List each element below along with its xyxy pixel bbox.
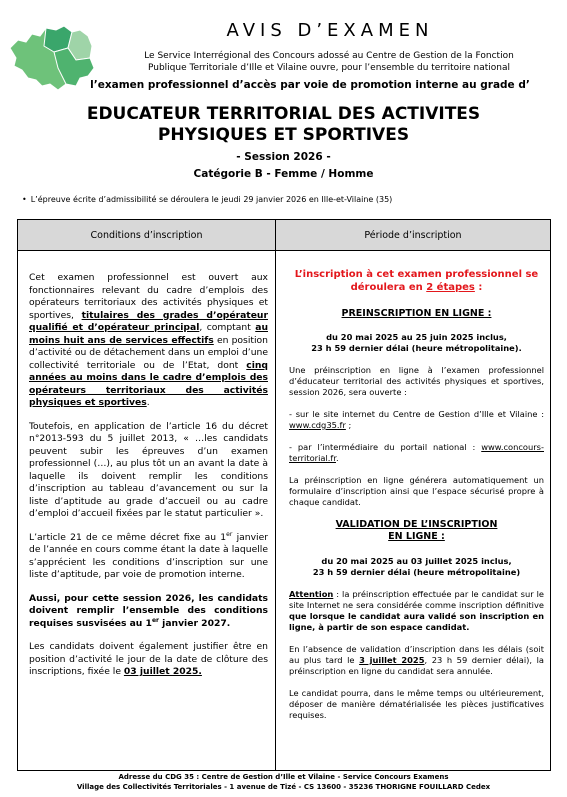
intro-line-1: Le Service Interrégional des Concours adossé au Centre de Gestion de la Fonction — [144, 51, 514, 61]
bullet-icon: • — [22, 195, 27, 204]
footer-line-2: Village des Collectivités Territoriales - 1 avenue de Tizé - CS 13600 - 35236 THORIGNE FOUILLARD Cedex — [76, 783, 491, 791]
exam-line: l’examen professionnel d’accès par voie de promotion interne au grade d’ — [90, 79, 530, 91]
conditions-paragraph-4: Aussi, pour cette session 2026, les candidats doivent remplir l’ensemble des conditions requises susvisées au 1er janvier 2027. — [29, 592, 268, 629]
footer-line-1: Adresse du CDG 35 : Centre de Gestion d’Ille et Vilaine - Service Concours Examens — [118, 773, 449, 781]
epreuve-bullet — [22, 195, 552, 204]
grade-title-line-2: PHYSIQUES ET SPORTIVES — [157, 125, 410, 145]
periode-header: Période d’inscription — [276, 220, 551, 251]
preinscription-dates: du 20 mai 2025 au 25 juin 2025 inclus, 23 h 59 dernier délai (heure métropolitaine). — [311, 332, 522, 353]
preinscription-cdg35: - sur le site internet du Centre de Gestion d’Ille et Vilaine : www.cdg35.fr ; — [289, 409, 544, 430]
footer-address — [10, 772, 557, 792]
intro-text — [104, 50, 554, 74]
attention-paragraph: Attention : la préinscription effectuée par le candidat sur le site Internet ne sera considérée comme inscription définitive que lorsque le candidat aura validé son inscription en ligne, à partir de son espace candidat. — [289, 589, 544, 632]
epreuve-text: L’épreuve écrite d’admissibilité se déroulera le jeudi 29 janvier 2026 en Ille-et-Vilaine (35) — [30, 195, 393, 204]
conditions-paragraph-2: Toutefois, en application de l’article 16 du décret n°2013-593 du 5 juillet 2013, « …les candidats peuvent subir les épreuves d’un examen professionnel (…), au plus tôt un an avant la date à laquelle ils doivent remplir les conditions d’inscription au tableau d’avancement ou sur la liste d’aptitude au grade d’accueil ou au cadre d’emploi d’accueil fixées par le statut particulier ». — [29, 420, 268, 519]
conditions-paragraph-3: L’article 21 de ce même décret fixe au 1er janvier de l’année en cours comme étant la date à laquelle s’apprécient les conditions d’inscription sur une liste d’aptitude, par voie de promotion interne. — [29, 530, 268, 580]
preinscription-paragraph-1: Une préinscription en ligne à l’examen professionnel d’éducateur territorial des activités physiques et sportives, session 2026, sera ouverte : — [289, 365, 544, 397]
two-steps-notice: L’inscription à cet examen professionnel se déroulera en 2 étapes : — [294, 269, 539, 293]
info-table — [17, 219, 551, 771]
cdg35-link[interactable]: www.cdg35.fr — [289, 420, 346, 430]
concours-territorial-link[interactable]: www.concours-territorial.fr — [289, 442, 544, 463]
validation-dates: du 20 mai 2025 au 03 juillet 2025 inclus, 23 h 59 dernier délai (heure métropolitaine) — [312, 556, 521, 577]
page-title: AVIS D’EXAMEN — [226, 20, 434, 41]
candidat-paragraph: Le candidat pourra, dans le même temps ou ultérieurement, déposer de manière dématérialisée les pièces justificatives requises. — [289, 688, 544, 720]
conditions-paragraph-1: Cet examen professionnel est ouvert aux fonctionnaires relevant du cadre d’emplois des opérateurs territoriaux des activités physiques et sportives, titulaires des grades d’opérateur qualifié et d’opérateur principal, comptant au moins huit ans de services effectifs en position d’activité ou de détachement dans un emploi d’une collectivité territoriale ou de l’Etat, dont cinq années au moins dans le cadre d’emplois des opérateurs territoriaux des activités physiques et sportives. — [29, 272, 269, 408]
conditions-cell — [18, 251, 276, 771]
preinscription-title: PREINSCRIPTION EN LIGNE : — [341, 308, 492, 319]
categorie-label: Catégorie B - Femme / Homme — [193, 168, 374, 180]
preinscription-portail: - par l’intermédiaire du portail national : www.concours-territorial.fr. — [289, 442, 544, 463]
grade-title-line-1: EDUCATEUR TERRITORIAL DES ACTIVITES — [86, 104, 481, 124]
conditions-paragraph-5: Les candidats doivent également justifier être en position d’activité le jour de la date de clôture des inscriptions, fixée le 03 juillet 2025. — [29, 641, 268, 677]
grade-title — [20, 104, 547, 146]
periode-cell — [276, 251, 551, 771]
preinscription-paragraph-4: La préinscription en ligne générera automatiquement un formulaire d’inscription ainsi que l’espace sécurisé propre à chaque candidat. — [289, 475, 544, 507]
session-label: - Session 2026 - — [236, 151, 331, 163]
absence-paragraph: En l’absence de validation d’inscription dans les délais (soit au plus tard le 3 juillet 2025, 23 h 59 dernier délai), la préinscription en ligne du candidat sera annulée. — [289, 644, 544, 676]
conditions-header: Conditions d’inscription — [18, 220, 276, 251]
intro-line-2: Publique Territoriale d’Ille et Vilaine ouvre, pour l’ensemble du territoire national — [147, 63, 511, 73]
validation-title: VALIDATION DE L’INSCRIPTION EN LIGNE : — [335, 519, 498, 542]
